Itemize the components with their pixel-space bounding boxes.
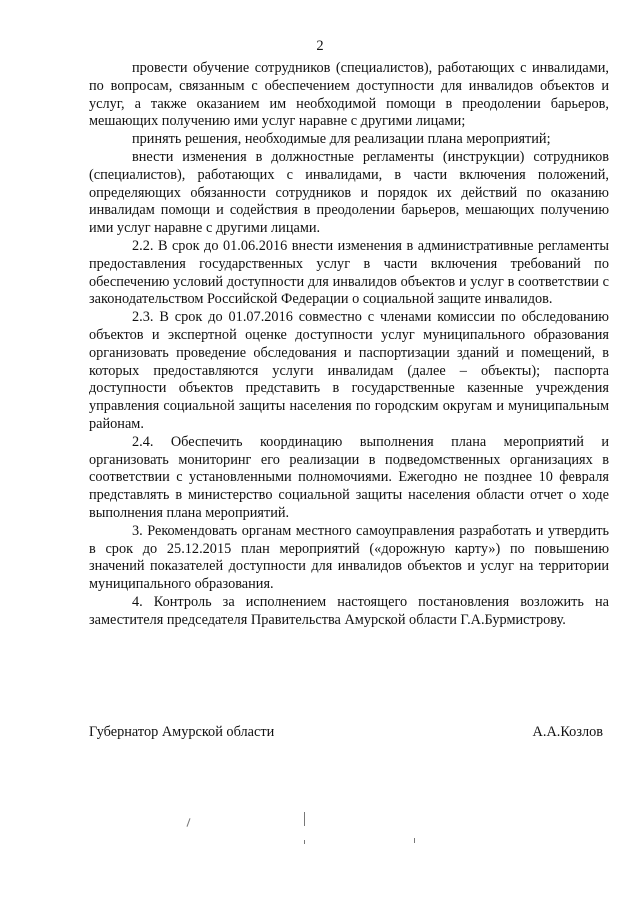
paragraph-3: 3. Рекомендовать органам местного самоуправления разработать и утвердить в срок до 25.12.2015 план мероприятий («дорожную карту») по повышению значений показателей доступности для инвалидов объектов и услуг на территории муниципального образования. [89,522,609,593]
scan-artifact [304,812,305,826]
paragraph-2-2: 2.2. В срок до 01.06.2016 внести изменения в административные регламенты предоставления государственных услуг в части включения требований по обеспечению условий доступности для инвалидов объектов и услуг в соответствии с законодательством Российской Федерации о социальной защите инвалидов. [89,237,609,308]
scan-artifact [414,838,415,843]
scan-artifact [304,840,305,844]
paragraph-job-regulations: внести изменения в должностные регламенты (инструкции) сотрудников (специалистов), работающих с инвалидами, в части включения положений, определяющих обязанности сотрудников и порядок их действий по оказанию инвалидам помощи и содействия в преодолении барьеров, мешающих получению ими услуг наравне с другими лицами. [89,148,609,237]
paragraph-2-3: 2.3. В срок до 01.07.2016 совместно с членами комиссии по обследованию объектов и экспертной оценке доступности услуг муниципального образования организовать проведение обследования и паспортизации зданий и помещений, в которых предоставляются услуги инвалидам (далее – объекты); паспорта доступности объектов представить в государственные казенные учреждения управления социальной защиты населения по городским округам и муниципальным районам. [89,309,609,432]
signatory-name: А.А.Козлов [532,724,603,740]
document-body [89,60,609,630]
paragraph-2-4: 2.4. Обеспечить координацию выполнения плана мероприятий и организовать мониторинг его реализации в подведомственных организациях в соответствии с установленными полномочиями. Ежегодно не позднее 10 февраля представлять в министерство социальной защиты населения области отчет о ходе выполнения плана мероприятий. [89,433,609,521]
page-number: 2 [316,38,324,54]
paragraph-decisions: принять решения, необходимые для реализации плана мероприятий; [132,131,551,148]
signatory-position: Губернатор Амурской области [89,724,275,740]
scan-artifact [186,818,190,827]
paragraph-training: провести обучение сотрудников (специалистов), работающих с инвалидами, по вопросам, связанным с обеспечением доступности для инвалидов объектов и услуг, а также оказанием им необходимой помощи в преодолении барьеров, мешающих получению ими услуг наравне с другими лицами; [89,60,609,130]
paragraph-4: 4. Контроль за исполнением настоящего постановления возложить на заместителя председателя Правительства Амурской области Г.А.Бурмистрову. [89,593,609,628]
